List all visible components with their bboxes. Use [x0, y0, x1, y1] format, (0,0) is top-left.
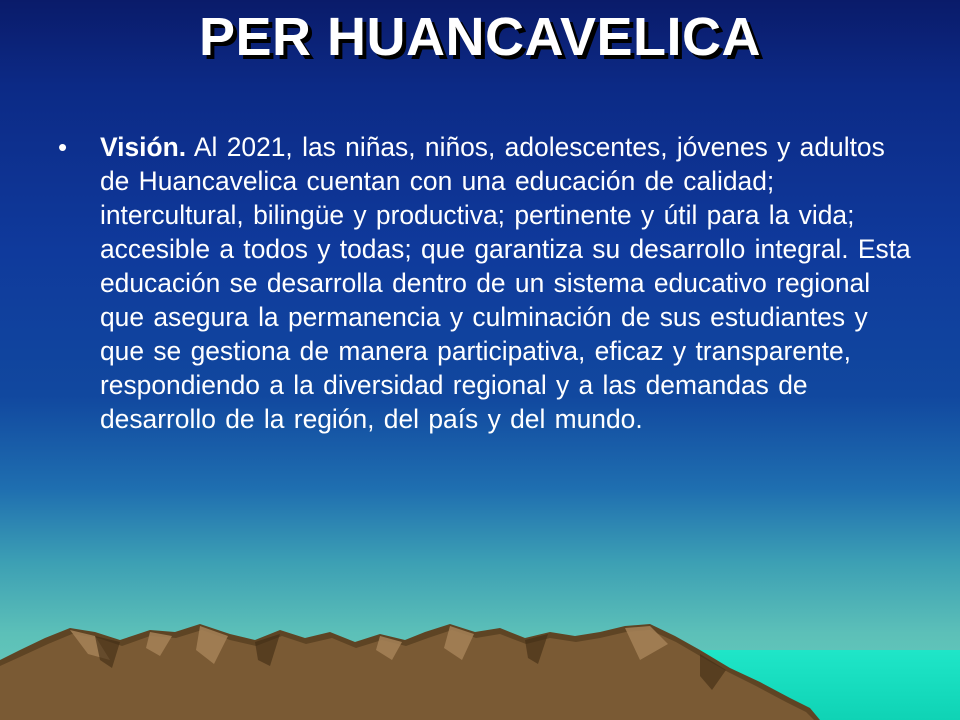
- bullet-body: Al 2021, las niñas, niños, adolescentes, jóvenes y adultos de Huancavelica cuentan con una educación de calidad; intercultural, bilingüe y productiva; pertinente y útil para la vida; accesible a todos y todas; que garantiza su desarrollo integral. Esta educación se desarrolla dentro de un sistema educativo regional que asegura la permanencia y culminación de sus estudiantes y que se gestiona de manera participativa, eficaz y transparente, respondiendo a la diversidad regional y a las demandas de desarrollo de la región, del país y del mundo.: [100, 132, 911, 434]
- mountains-decoration: [0, 620, 960, 720]
- bullet-icon: •: [58, 132, 68, 162]
- bullet-item: [54, 130, 914, 436]
- slide-title: PER HUANCAVELICA: [198, 7, 762, 67]
- slide-body: [54, 130, 914, 436]
- bullet-text: [100, 130, 914, 436]
- bullet-lead: Visión.: [100, 132, 187, 162]
